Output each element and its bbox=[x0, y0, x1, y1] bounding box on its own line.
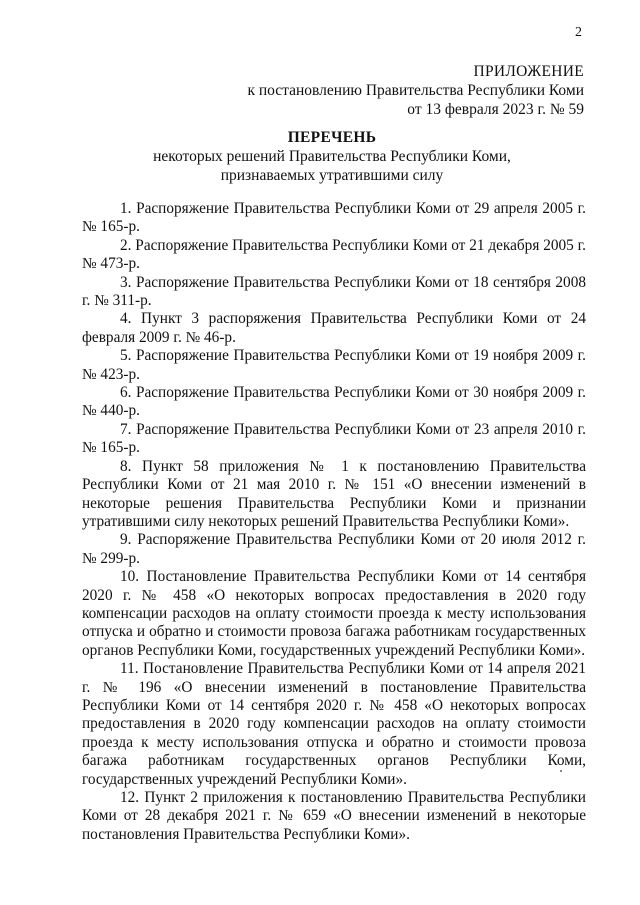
scan-speck bbox=[560, 770, 562, 772]
list-subtitle-line-2: признаваемых утратившими силу bbox=[220, 167, 444, 184]
list-title: ПЕРЕЧЕНЬ bbox=[287, 129, 377, 146]
list-item-12: 12. Пункт 2 приложения к постановлению Правительства Республики Коми от 28 декабря 2021 г. № 659 «О внесении изменений в некоторые постановления Правительства Республики Коми». bbox=[82, 789, 586, 843]
list-item-11: 11. Постановление Правительства Республики Коми от 14 апреля 2021 г. № 196 «О внесении изменений в постановление Правительства Республики Коми от 14 сентября 2020 г. № 458 «О некоторых вопросах предоставления в 2020 году компенсации расходов на оплату стоимости проезда к месту использования отпуска и обратно и стоимости провоза багажа работникам государственных органов Республики Коми, государственных учреждений Республики Коми». bbox=[82, 660, 586, 788]
list-item-7: 7. Распоряжение Правительства Республики Коми от 23 апреля 2010 г. № 165-р. bbox=[82, 420, 586, 457]
list-item-1: 1. Распоряжение Правительства Республики Коми от 29 апреля 2005 г. № 165-р. bbox=[82, 200, 586, 236]
list-item-4: 4. Пункт 3 распоряжения Правительства Республики Коми от 24 февраля 2009 г. № 46-р. bbox=[82, 310, 586, 346]
list-subtitle-line-1: некоторых решений Правительства Республики Коми, bbox=[153, 148, 511, 165]
list-item-8: 8. Пункт 58 приложения № 1 к постановлению Правительства Республики Коми от 21 мая 2010 г. № 151 «О внесении изменений в некоторые решения Правительства Республики Коми и признании утратившими силу некоторых решений Правительства Республики Коми». bbox=[82, 457, 586, 530]
appendix-header bbox=[247, 62, 584, 119]
decision-list bbox=[82, 200, 586, 844]
page-number: 2 bbox=[575, 25, 582, 40]
appendix-title: ПРИЛОЖЕНИЕ bbox=[473, 63, 584, 80]
list-item-2: 2. Распоряжение Правительства Республики Коми от 21 декабря 2005 г. № 473-р. bbox=[82, 236, 586, 273]
list-item-5: 5. Распоряжение Правительства Республики Коми от 19 ноября 2009 г. № 423-р. bbox=[82, 347, 586, 383]
list-item-10: 10. Постановление Правительства Республики Коми от 14 сентября 2020 г. № 458 «О некоторых вопросах предоставления в 2020 году компенсации расходов на оплату стоимости проезда к месту использования отпуска и обратно и стоимости провоза багажа работникам государственных органов Республики Коми, государственных учреждений Республики Коми». bbox=[82, 568, 586, 659]
list-item-9: 9. Распоряжение Правительства Республики Коми от 20 июля 2012 г. № 299-р. bbox=[82, 531, 586, 567]
list-item-6: 6. Распоряжение Правительства Республики Коми от 30 ноября 2009 г. № 440-р. bbox=[82, 384, 586, 420]
appendix-line-2: от 13 февраля 2023 г. № 59 bbox=[407, 101, 584, 118]
list-item-3: 3. Распоряжение Правительства Республики Коми от 18 сентября 2008 г. № 311-р. bbox=[82, 273, 586, 310]
list-heading bbox=[80, 128, 584, 185]
appendix-line-1: к постановлению Правительства Республики Коми bbox=[247, 82, 584, 99]
